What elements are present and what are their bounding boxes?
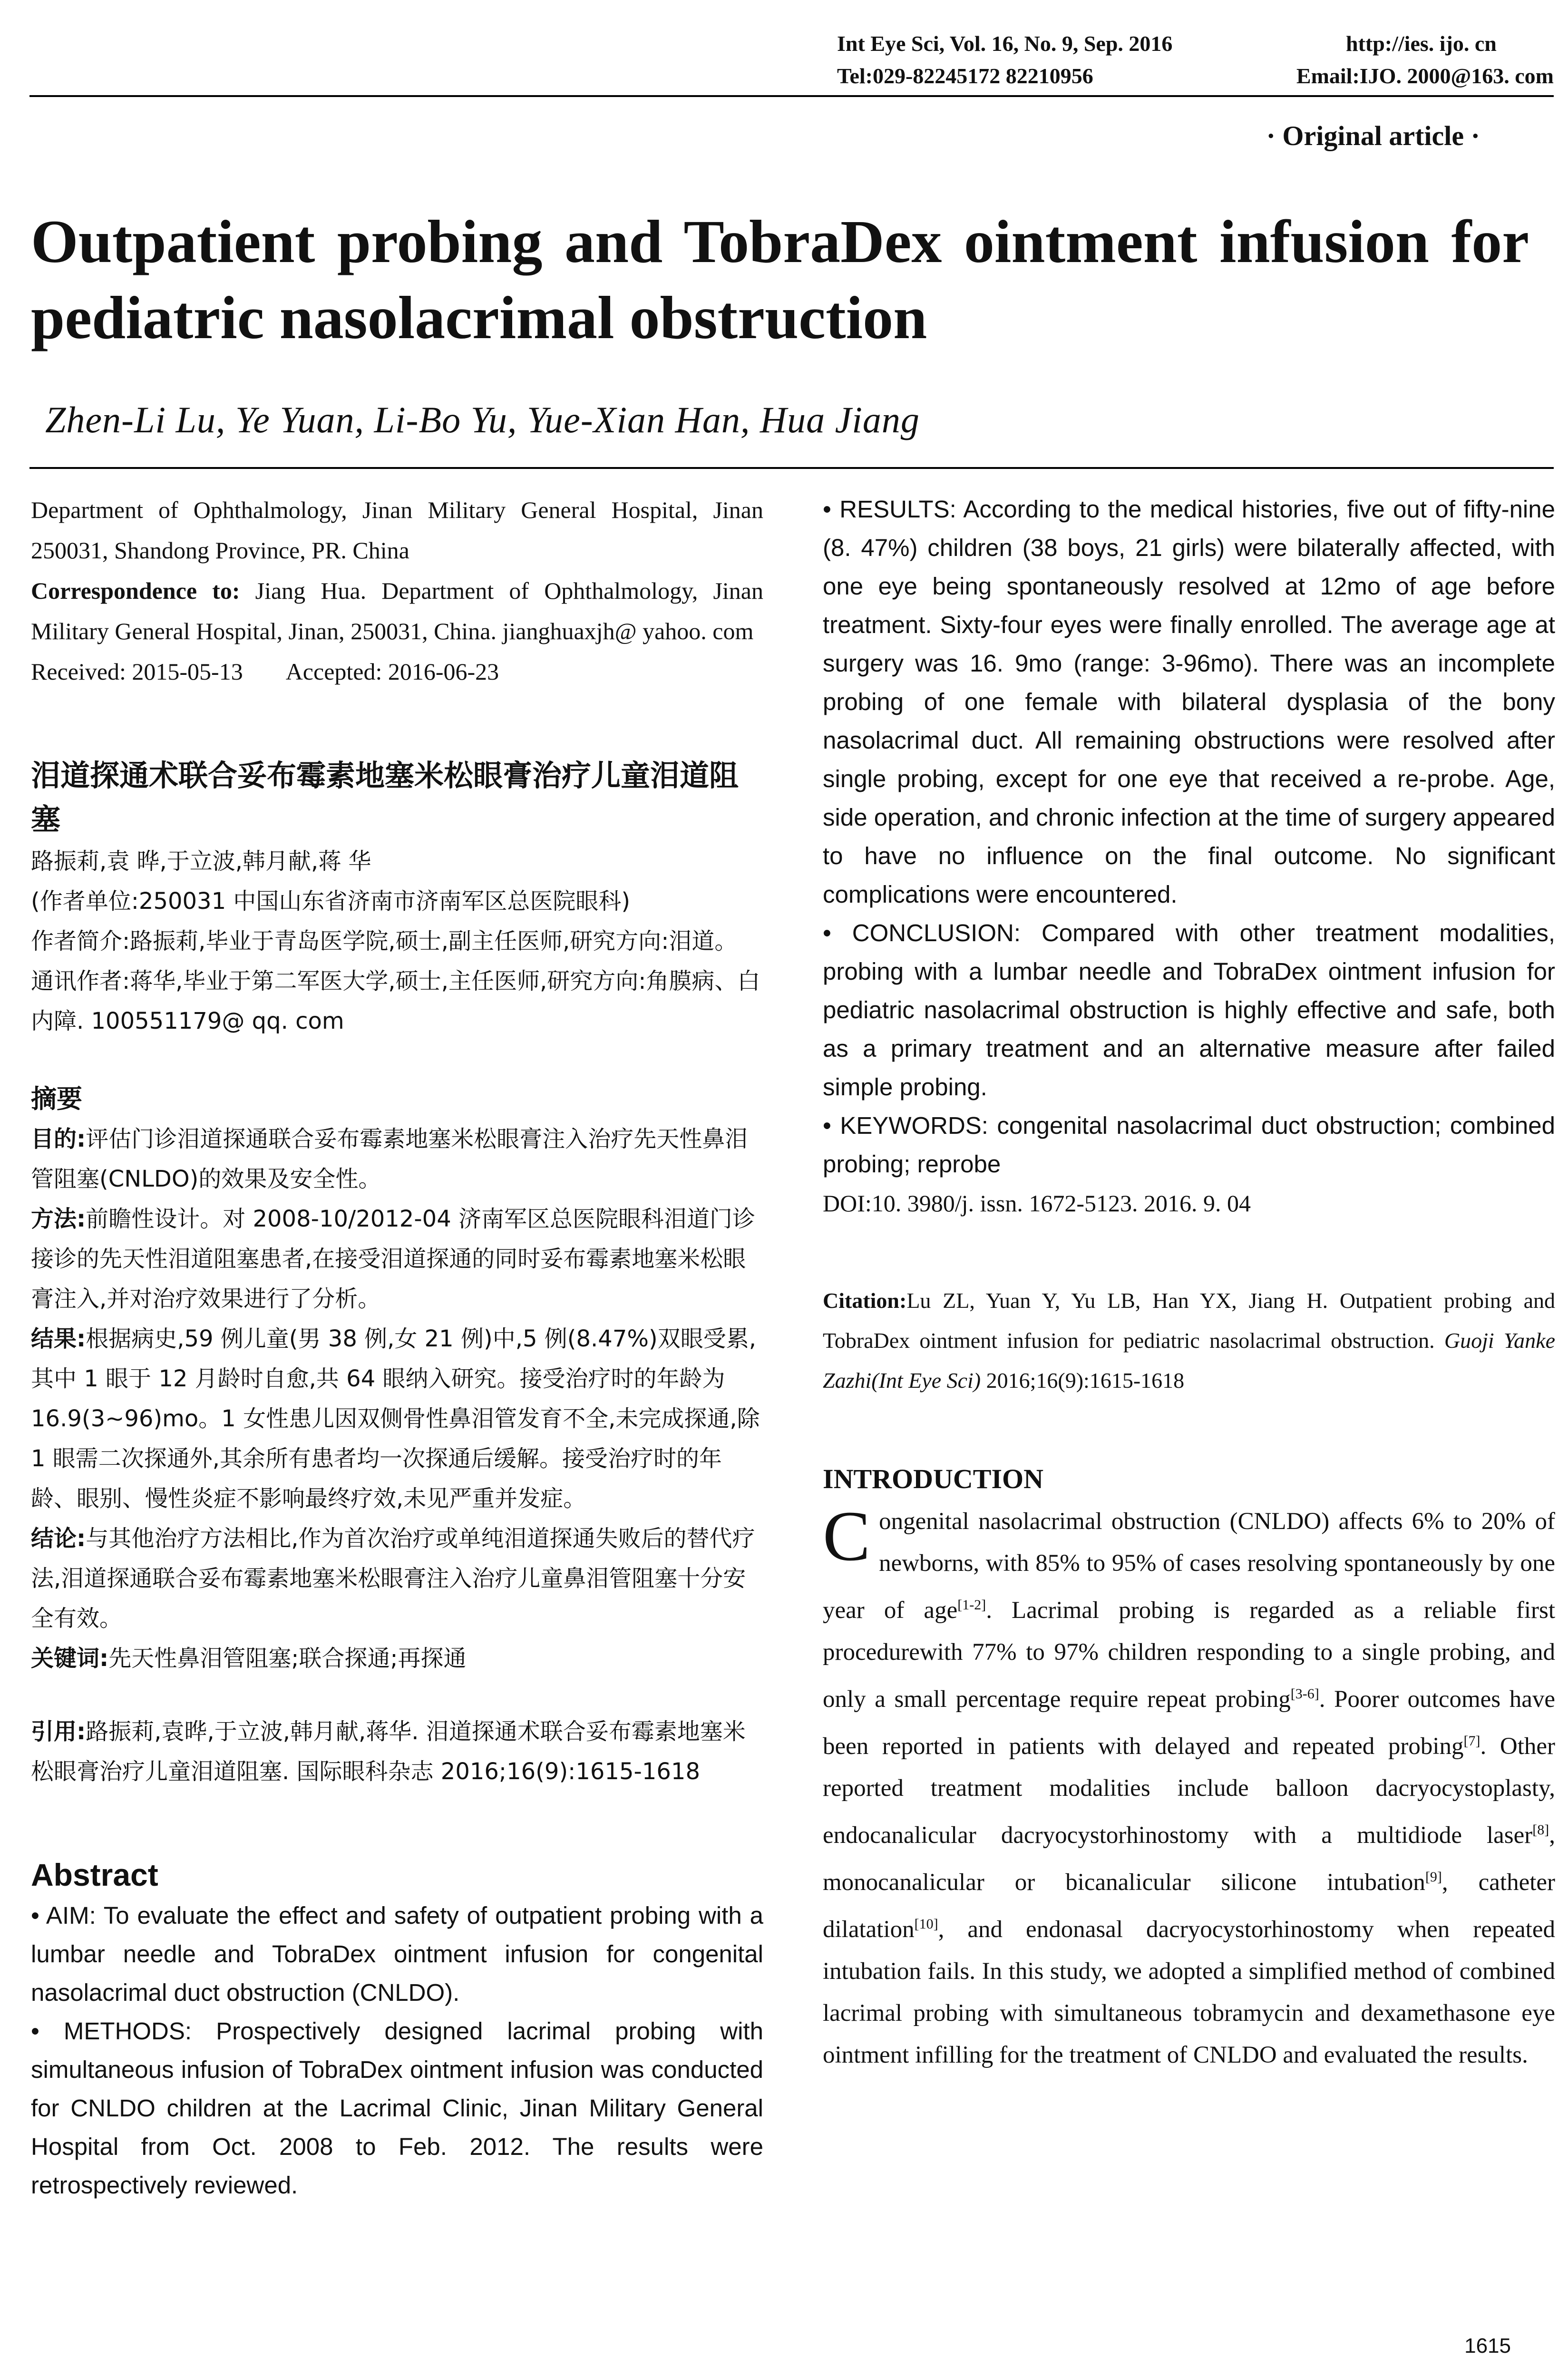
cn-cite-text: 路振莉,袁晔,于立波,韩月献,蒋华. 泪道探通术联合妥布霉素地塞米松眼膏治疗儿童泪道阻塞. 国际眼科杂志 2016;16(9):1615-1618 [31,1718,746,1785]
received: Received: 2015-05-13 [31,658,243,685]
ref-6[interactable]: [10] [914,1916,938,1932]
correspondence [31,571,763,652]
cn-authors: 路振莉,袁 晔,于立波,韩月献,蒋 华 [31,848,371,875]
cn-cite-label: 引用: [31,1718,86,1745]
citation-label: Citation: [823,1288,907,1313]
ref-4[interactable]: [8] [1532,1822,1549,1838]
cn-methods-label: 方法: [31,1206,86,1232]
abstract-left [31,1896,763,2204]
running-header [837,28,1554,92]
abstract-heading: Abstract [31,1857,158,1892]
citation-journal: Guoji Yanke Zazhi(Int Eye Sci) [823,1328,1555,1393]
abstract-right [823,490,1555,1183]
cn-results [31,1319,763,1519]
citation [823,1281,1555,1401]
cn-abstract [31,1119,763,1792]
intro-p1: ongenital nasolacrimal obstruction (CNLDO) affects 6% to 20% of newborns, with 85% to 95% of cases resolving spontaneously by one year of age [823,1508,1555,1624]
article-title: Outpatient probing and TobraDex ointment infusion for pediatric nasolacrimal obstruction [31,208,1529,351]
title-rule [29,467,1554,469]
cn-aim-label: 目的: [31,1126,86,1152]
intro-p2: . Lacrimal probing is regarded as a reliable first procedurewith 77% to 97% children responding to a single probing, and only a small percentage require repeat probing [823,1597,1555,1713]
intro-p6: , catheter dilatation [823,1869,1555,1943]
ref-1[interactable]: [1-2] [957,1597,986,1613]
cn-conclusion-label: 结论: [31,1525,86,1552]
cn-results-text: 根据病史,59 例儿童(男 38 例,女 21 例)中,5 例(8.47%)双眼受累,其中 1 眼于 12 月龄时自愈,共 64 眼纳入研究。接受治疗时的年龄为 16.9(3~96)mo。1 女性患儿因双侧骨性鼻泪管发育不全,未完成探通,除 1 眼需二次探通外,其余所有患者均一次探通后缓解。接受治疗时的年龄、眼别、慢性炎症不影响最终疗效,未见严重并发症。 [31,1325,760,1512]
authors: Zhen-Li Lu, Ye Yuan, Li-Bo Yu, Yue-Xian Han, Hua Jiang [45,399,920,440]
cn-aim [31,1119,763,1199]
intro-p5: , monocanalicular or bicanalicular silicone intubation [823,1822,1555,1896]
cn-keywords-label: 关键词: [31,1645,109,1672]
header-rule [29,95,1554,97]
dates [31,652,763,692]
citation-tail: 2016;16(9):1615-1618 [986,1368,1185,1393]
cn-abstract-heading: 摘要 [31,1084,82,1114]
journal-url[interactable]: http://ies. ijo. cn [1346,31,1497,56]
cn-aim-text: 评估门诊泪道探通联合妥布霉素地塞米松眼膏注入治疗先天性鼻泪管阻塞(CNLDO)的效果及安全性。 [31,1126,748,1192]
cn-keywords-text: 先天性鼻泪管阻塞;联合探通;再探通 [108,1645,467,1672]
ref-3[interactable]: [7] [1463,1733,1480,1749]
cn-corr: 通讯作者:蒋华,毕业于第二军医大学,硕士,主任医师,研究方向:角膜病、白内障. 100551179@ qq. com [31,968,760,1034]
cn-methods [31,1199,763,1319]
abstract-aim: • AIM: To evaluate the effect and safety of outpatient probing with a lumbar needle and TobraDex ointment infusion for congenital nasolacrimal duct obstruction (CNLDO). [31,1902,763,2006]
department: Department of Ophthalmology, Jinan Military General Hospital, Jinan 250031, Shandong Province, PR. China [31,497,763,564]
dropcap: C [823,1497,871,1576]
intro-p7: , and endonasal dacryocystorhinostomy when repeated intubation fails. In this study, we adopted a simplified method of combined lacrimal probing with simultaneous tobramycin and dexamethasone eye ointment infilling for the treatment of CNLDO and evaluated the results. [823,1916,1555,2068]
doi[interactable]: DOI:10. 3980/j. issn. 1672-5123. 2016. 9. 04 [823,1190,1251,1217]
cn-methods-text: 前瞻性设计。对 2008-10/2012-04 济南军区总医院眼科泪道门诊接诊的先天性泪道阻塞患者,在接受泪道探通的同时妥布霉素地塞米松眼膏注入,并对治疗效果进行了分析。 [31,1206,756,1312]
cn-conclusion-text: 与其他治疗方法相比,作为首次治疗或单纯泪道探通失败后的替代疗法,泪道探通联合妥布霉素地塞米松眼膏注入治疗儿童鼻泪管阻塞十分安全有效。 [31,1525,755,1632]
abstract-results: • RESULTS: According to the medical histories, five out of fifty-nine (8. 47%) children (38 boys, 21 girls) were bilaterally affected, with one eye being spontaneously resolved at 12mo of age before treatment. Sixty-four eyes were finally enrolled. The average age at surgery was 16. 9mo (range: 3-96mo). There was an incomplete probing of one female with bilateral dysplasia of the bony nasolacrimal duct. All remaining obstructions were resolved after single probing, except for one eye that received a re-probe. Age, side operation, and chronic infection at the time of surgery appeared to have no influence on the final outcome. No significant complications were encountered. [823,496,1555,908]
cn-bio: 作者简介:路振莉,毕业于青岛医学院,硕士,副主任医师,研究方向:泪道。 [31,928,738,955]
page-number: 1615 [1464,2334,1511,2358]
abstract-conclusion: • CONCLUSION: Compared with other treatment modalities, probing with a lumbar needle and TobraDex ointment infusion for pediatric nasolacrimal obstruction is highly effective and safe, both as a primary treatment and an alternative measure after failed simple probing. [823,919,1555,1101]
cn-info [31,841,763,1041]
intro-p3: . Poorer outcomes have been reported in patients with delayed and repeated probing [823,1686,1555,1760]
accepted: Accepted: 2016-06-23 [285,658,499,685]
cn-title: 泪道探通术联合妥布霉素地塞米松眼膏治疗儿童泪道阻塞 [31,758,739,837]
email[interactable]: Email:IJO. 2000@163. com [1296,64,1554,88]
correspondence-label: Correspondence to: [31,577,240,604]
tel: Tel:029-82245172 82210956 [837,64,1093,88]
citation-text: Lu ZL, Yuan Y, Yu LB, Han YX, Jiang H. Outpatient probing and TobraDex ointment infusion for pediatric nasolacrimal obstruction. [823,1288,1555,1353]
cn-cite [31,1712,763,1792]
journal-line: Int Eye Sci, Vol. 16, No. 9, Sep. 2016 [837,31,1173,56]
article-type: · Original article · [1266,120,1480,151]
affiliation [31,490,763,692]
cn-keywords [31,1638,763,1678]
cn-results-label: 结果: [31,1325,86,1352]
ref-2[interactable]: [3-6] [1290,1686,1319,1702]
introduction-body [823,1497,1556,2076]
cn-conclusion [31,1519,763,1638]
left-column [31,490,763,2204]
cn-unit: (作者单位:250031 中国山东省济南市济南军区总医院眼科) [31,888,631,915]
abstract-methods: • METHODS: Prospectively designed lacrimal probing with simultaneous infusion of TobraDex ointment infusion was conducted for CNLDO children at the Lacrimal Clinic, Jinan Military General Hospital from Oct. 2008 to Feb. 2012. The results were retrospectively reviewed. [31,2017,763,2199]
right-column [823,490,1555,2076]
introduction-heading: INTRODUCTION [823,1463,1044,1494]
intro-p4: . Other reported treatment modalities include balloon dacryocystoplasty, endocanalicular dacryocystorhinostomy with a multidiode laser [823,1733,1556,1849]
correspondence-text: Jiang Hua. Department of Ophthalmology, Jinan Military General Hospital, Jinan, 250031, China. jianghuaxjh@ yahoo. com [31,577,763,644]
abstract-keywords: • KEYWORDS: congenital nasolacrimal duct obstruction; combined probing; reprobe [823,1112,1555,1178]
ref-5[interactable]: [9] [1425,1869,1442,1885]
